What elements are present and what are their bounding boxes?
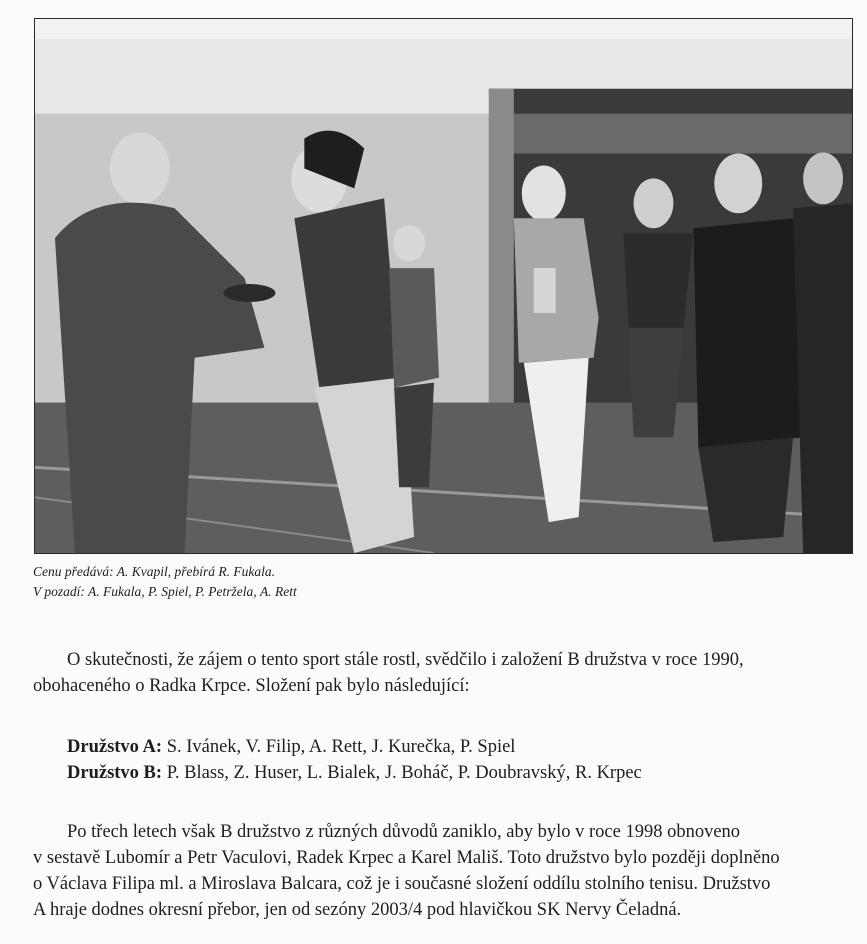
intro-paragraph [33,647,857,699]
photo-illustration [35,19,852,553]
team-b-members: P. Blass, Z. Huser, L. Bialek, J. Boháč, P. Doubravský, R. Krpec [166,763,642,783]
award-photo [34,18,853,554]
caption-line-1: Cenu předává: A. Kvapil, přebírá R. Fukala. [33,564,275,579]
team-a-members: S. Ivánek, V. Filip, A. Rett, J. Kurečka, P. Spiel [166,737,516,757]
closing-line-3: o Václava Filipa ml. a Miroslava Balcara, což je i současné složení oddílu stolního tenisu. Družstvo [33,874,771,894]
team-a-label: Družstvo A: [67,737,163,757]
closing-line-1: Po třech letech však B družstvo z různých důvodů zaniklo, aby bylo v roce 1998 obnoveno [67,822,741,842]
closing-line-2: v sestavě Lubomír a Petr Vaculovi, Radek Krpec a Karel Mališ. Toto družstvo bylo později doplněno [33,848,780,868]
caption-line-2: V pozadí: A. Fukala, P. Spiel, P. Petrželа, A. Rett [33,584,297,599]
intro-line-1: O skutečnosti, že zájem o tento sport stále rostl, svědčilo i založení B družstva v roce 1990, [67,650,744,670]
closing-line-4: A hraje dodnes okresní přebor, jen od sezóny 2003/4 pod hlavičkou SK Nervy Čeladná. [33,900,682,920]
team-a-row [67,734,642,760]
team-b-row [67,760,642,786]
team-rosters [67,734,642,786]
team-b-label: Družstvo B: [67,763,163,783]
closing-paragraph [33,819,857,923]
intro-line-2: obohaceného o Radka Krpce. Složení pak bylo následující: [33,676,470,696]
photo-caption [33,562,633,602]
